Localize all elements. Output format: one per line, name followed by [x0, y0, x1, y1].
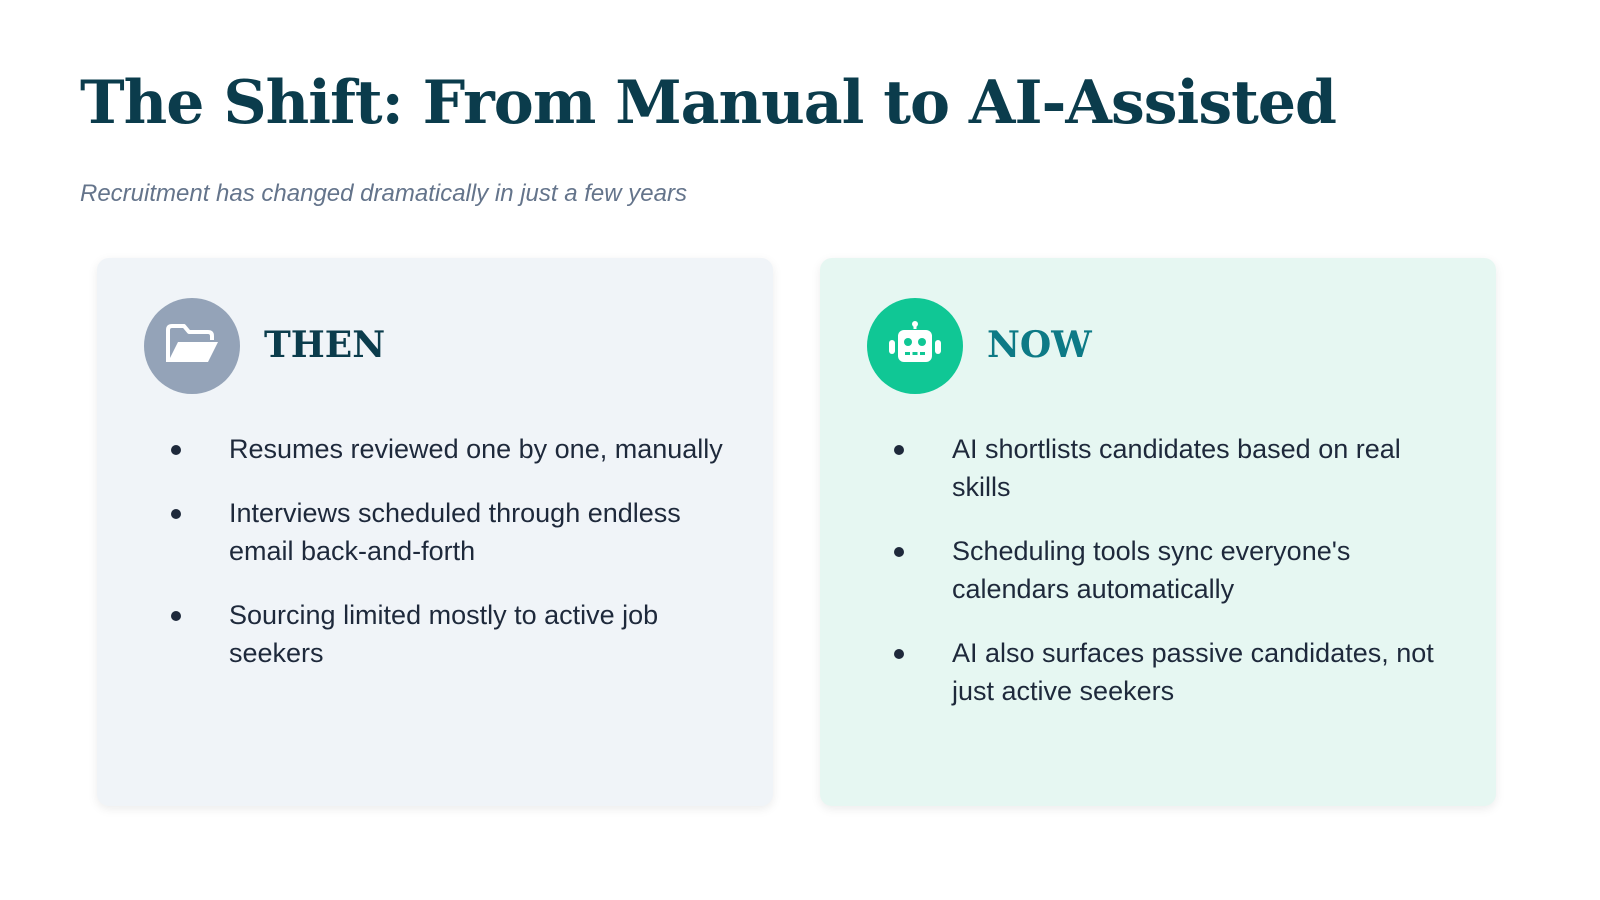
now-card: [820, 258, 1496, 806]
bullet-dot: [894, 649, 904, 659]
bullet-dot: [894, 445, 904, 455]
list-item-text: Resumes reviewed one by one, manually: [229, 434, 723, 464]
then-list: [167, 430, 727, 698]
now-heading: NOW: [987, 324, 1092, 366]
list-item: [890, 634, 1450, 710]
now-icon-badge: [867, 298, 963, 394]
list-item-text: Interviews scheduled through endless email back-and-forth: [229, 498, 681, 566]
bullet-dot: [171, 509, 181, 519]
list-item-text: Scheduling tools sync everyone's calendars automatically: [952, 536, 1351, 604]
list-item-text: AI also surfaces passive candidates, not just active seekers: [952, 638, 1434, 706]
folder-open-icon: [164, 322, 220, 371]
list-item: [167, 596, 727, 672]
now-list: [890, 430, 1450, 736]
bullet-dot: [171, 611, 181, 621]
list-item: [890, 532, 1450, 608]
then-heading: THEN: [264, 324, 386, 366]
then-card: [97, 258, 773, 806]
bullet-dot: [171, 445, 181, 455]
list-item-text: AI shortlists candidates based on real skills: [952, 434, 1401, 502]
list-item: [167, 430, 727, 468]
slide-subtitle: Recruitment has changed dramatically in just a few years: [80, 180, 687, 207]
slide-title: The Shift: From Manual to AI-Assisted: [80, 68, 1336, 138]
list-item: [167, 494, 727, 570]
list-item-text: Sourcing limited mostly to active job seekers: [229, 600, 659, 668]
robot-icon: [887, 320, 943, 373]
list-item: [890, 430, 1450, 506]
bullet-dot: [894, 547, 904, 557]
then-icon-badge: [144, 298, 240, 394]
